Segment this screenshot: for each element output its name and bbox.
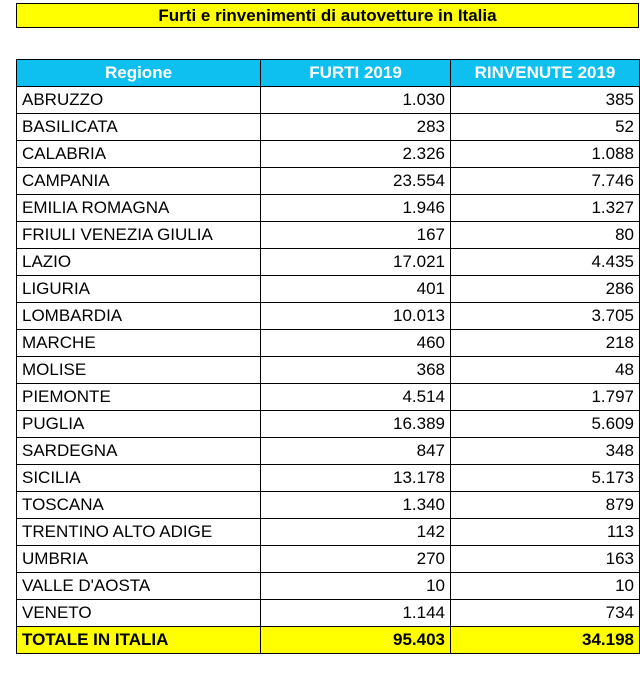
total-label: TOTALE IN ITALIA [17,627,261,654]
table-row [17,411,640,438]
cell-furti: 368 [261,357,451,384]
table-row [17,519,640,546]
table-row [17,357,640,384]
table-row [17,438,640,465]
cell-furti: 4.514 [261,384,451,411]
cell-furti: 1.340 [261,492,451,519]
cell-rinvenute: 385 [451,87,640,114]
cell-furti: 142 [261,519,451,546]
cell-furti: 401 [261,276,451,303]
cell-rinvenute: 734 [451,600,640,627]
header-furti: FURTI 2019 [261,60,451,87]
cell-furti: 17.021 [261,249,451,276]
cell-rinvenute: 348 [451,438,640,465]
cell-furti: 1.946 [261,195,451,222]
cell-regione: UMBRIA [17,546,261,573]
header-row [17,60,640,87]
cell-regione: SARDEGNA [17,438,261,465]
cell-furti: 847 [261,438,451,465]
cell-furti: 16.389 [261,411,451,438]
table-row [17,87,640,114]
total-row [17,627,640,654]
cell-furti: 270 [261,546,451,573]
cell-furti: 1.030 [261,87,451,114]
cell-regione: CALABRIA [17,141,261,168]
cell-rinvenute: 163 [451,546,640,573]
cell-rinvenute: 5.609 [451,411,640,438]
cell-furti: 2.326 [261,141,451,168]
cell-regione: MARCHE [17,330,261,357]
table-row [17,141,640,168]
cell-rinvenute: 113 [451,519,640,546]
cell-rinvenute: 10 [451,573,640,600]
total-furti: 95.403 [261,627,451,654]
cell-regione: PUGLIA [17,411,261,438]
table-row [17,330,640,357]
cell-rinvenute: 286 [451,276,640,303]
table-title: Furti e rinvenimenti di autovetture in Italia [16,3,639,28]
cell-regione: TRENTINO ALTO ADIGE [17,519,261,546]
cell-regione: ABRUZZO [17,87,261,114]
cell-furti: 23.554 [261,168,451,195]
table-row [17,303,640,330]
cell-furti: 283 [261,114,451,141]
table-row [17,168,640,195]
table-row [17,546,640,573]
cell-rinvenute: 7.746 [451,168,640,195]
cell-rinvenute: 1.797 [451,384,640,411]
cell-regione: LOMBARDIA [17,303,261,330]
cell-regione: SICILIA [17,465,261,492]
cell-rinvenute: 3.705 [451,303,640,330]
table-row [17,465,640,492]
total-rinvenute: 34.198 [451,627,640,654]
header-rinvenute: RINVENUTE 2019 [451,60,640,87]
cell-rinvenute: 5.173 [451,465,640,492]
cell-regione: VALLE D'AOSTA [17,573,261,600]
table-row [17,222,640,249]
cell-rinvenute: 80 [451,222,640,249]
cell-furti: 10.013 [261,303,451,330]
cell-regione: FRIULI VENEZIA GIULIA [17,222,261,249]
table-row [17,114,640,141]
cell-regione: CAMPANIA [17,168,261,195]
cell-furti: 13.178 [261,465,451,492]
cell-regione: MOLISE [17,357,261,384]
table-row [17,492,640,519]
header-regione: Regione [17,60,261,87]
cell-furti: 10 [261,573,451,600]
table-row [17,195,640,222]
cell-regione: VENETO [17,600,261,627]
cell-regione: TOSCANA [17,492,261,519]
cell-rinvenute: 1.327 [451,195,640,222]
cell-rinvenute: 48 [451,357,640,384]
table-row [17,384,640,411]
cell-rinvenute: 1.088 [451,141,640,168]
table-row [17,573,640,600]
cell-regione: EMILIA ROMAGNA [17,195,261,222]
theft-table [16,59,640,654]
cell-regione: BASILICATA [17,114,261,141]
table-row [17,600,640,627]
cell-rinvenute: 52 [451,114,640,141]
cell-regione: LAZIO [17,249,261,276]
cell-rinvenute: 218 [451,330,640,357]
table-row [17,276,640,303]
table-row [17,249,640,276]
cell-furti: 167 [261,222,451,249]
cell-rinvenute: 879 [451,492,640,519]
cell-rinvenute: 4.435 [451,249,640,276]
cell-furti: 1.144 [261,600,451,627]
cell-furti: 460 [261,330,451,357]
cell-regione: PIEMONTE [17,384,261,411]
cell-regione: LIGURIA [17,276,261,303]
